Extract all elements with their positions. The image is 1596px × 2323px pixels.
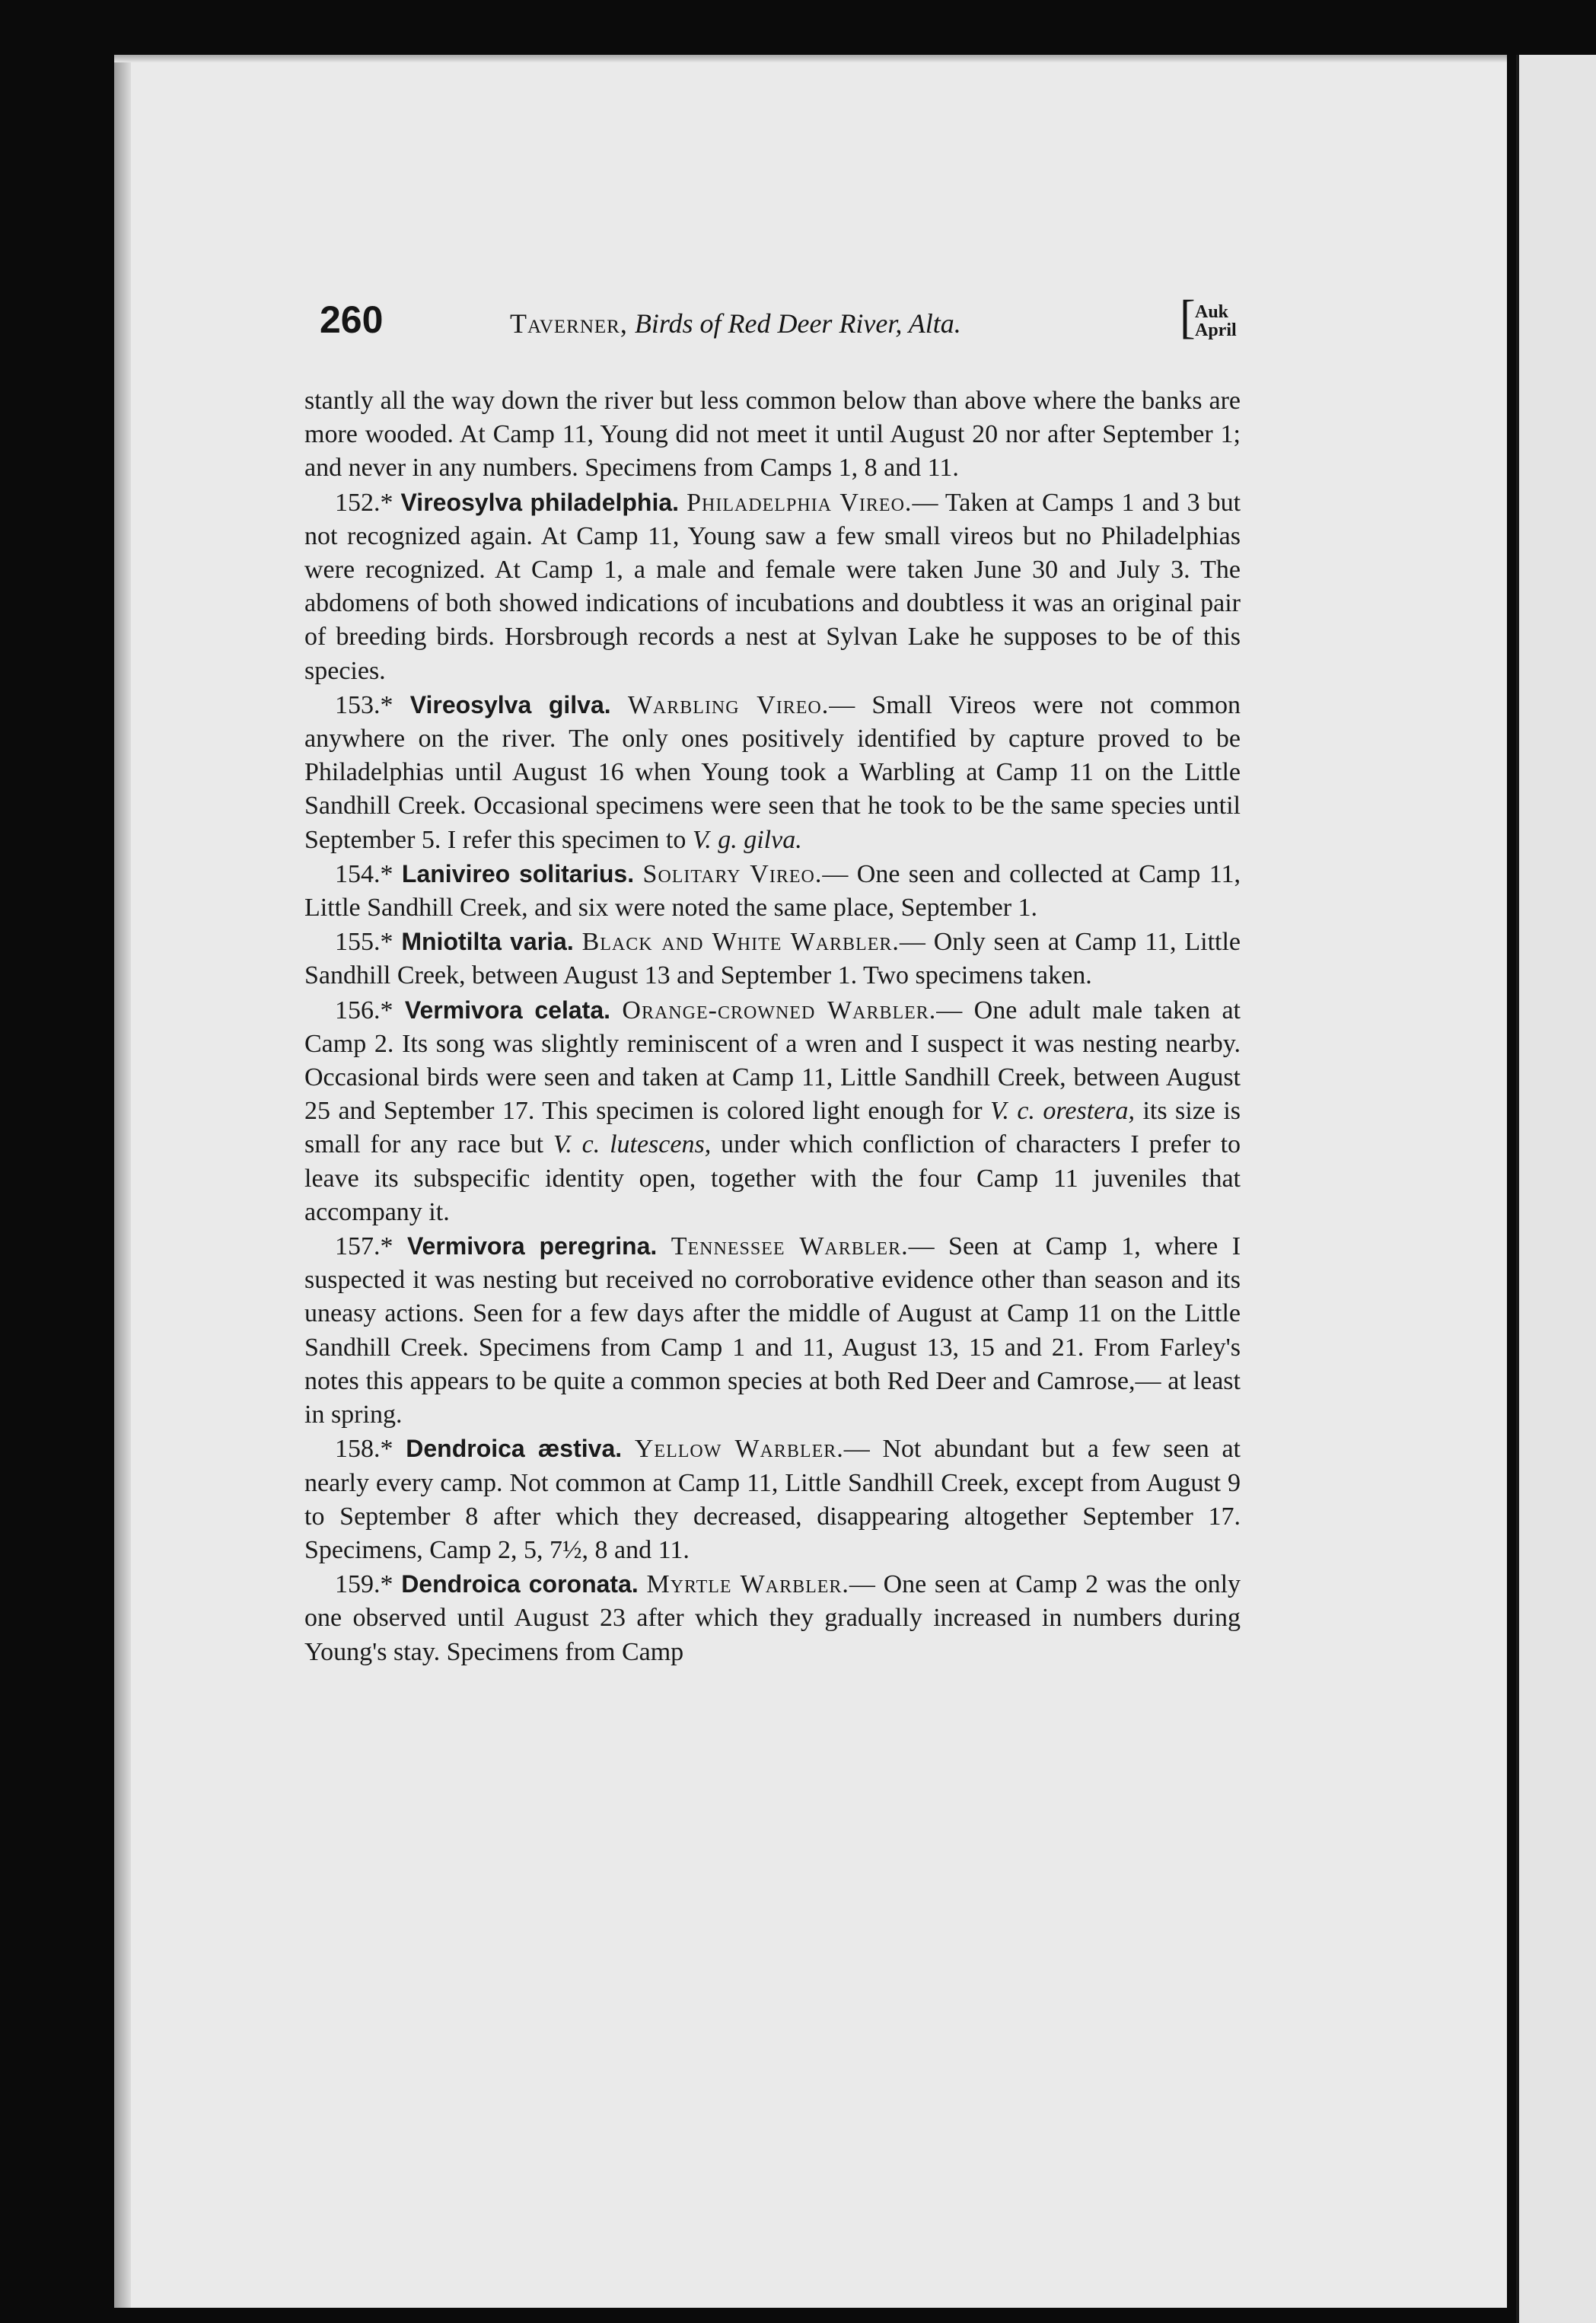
entry-text: — Small Vireos were not common anywhere on the river. The only ones positively identified by capture proved to be Philadelphias until August 16 when Young took a Warbling at Camp 11 on the Little Sandhill Creek. Occasional specimens were seen that he took to be the same species until September 5. I refer this specimen to bbox=[304, 690, 1241, 854]
common-name: Orange-crowned Warbler. bbox=[622, 996, 937, 1024]
scientific-name: Vermivora peregrina. bbox=[406, 1232, 658, 1260]
subspecies-name: V. c. lutescens, bbox=[553, 1130, 712, 1159]
common-name: Solitary Vireo. bbox=[642, 859, 823, 888]
subspecies-name: V. g. gilva. bbox=[692, 825, 802, 854]
journal-name: Auk bbox=[1195, 302, 1229, 322]
entry-number: 155.* bbox=[335, 928, 393, 957]
article-title: Birds of Red Deer River, Alta. bbox=[634, 308, 961, 339]
common-name: Tennessee Warbler. bbox=[671, 1232, 909, 1261]
common-name: Black and White Warbler. bbox=[581, 928, 900, 957]
entry-text: under which confliction of characters I prefer to leave its subspecific identity open, together with the four Camp 11 juveniles that accompany it. bbox=[304, 1130, 1241, 1226]
species-entry-157 bbox=[304, 1229, 1241, 1432]
scientific-name: Dendroica æstiva. bbox=[406, 1435, 623, 1463]
article-body bbox=[304, 384, 1241, 1669]
entry-text: — One adult male taken at Camp 2. Its song was slightly reminiscent of a wren and I suspect it was nesting nearby. Occasional birds were seen and taken at Camp 11, Little Sandhill Creek, between August 25 and September 17. This specimen is colored light enough for bbox=[304, 996, 1241, 1126]
species-entry-154 bbox=[304, 857, 1241, 925]
entry-text: — One seen at Camp 2 was the only one observed until August 23 after which they gradually increased in numbers during Young's stay. Specimens from Camp bbox=[304, 1570, 1241, 1666]
entry-number: 152.* bbox=[335, 488, 393, 517]
common-name: Yellow Warbler. bbox=[634, 1435, 844, 1464]
scientific-name: Vireosylva gilva. bbox=[409, 690, 611, 719]
species-entry-158 bbox=[304, 1432, 1241, 1567]
continued-paragraph: stantly all the way down the river but less common below than above where the banks are more wooded. At Camp 11, Young did not meet it until August 20 nor after September 1; and never in any numbers. Specimens from Camps 1, 8 and 11. bbox=[304, 387, 1241, 483]
species-entry-152 bbox=[304, 486, 1241, 688]
entry-number: 157.* bbox=[335, 1232, 393, 1261]
author-name: Taverner, bbox=[510, 308, 628, 339]
adjacent-page-edge bbox=[1516, 55, 1596, 2323]
entry-text: — One seen and collected at Camp 11, Little Sandhill Creek, and six were noted the same place, September 1. bbox=[304, 859, 1241, 923]
entry-number: 154.* bbox=[335, 859, 393, 888]
entry-text: — Taken at Camps 1 and 3 but not recognized again. At Camp 11, Young saw a few small vireos but no Philadelphias were recognized. At Camp 1, a male and female were taken June 30 and July 3. The abdomens of both showed indications of incubations and doubtless it was an original pair of breeding birds. Horsbrough records a nest at Sylvan Lake he supposes to be of this species. bbox=[304, 488, 1241, 685]
subspecies-name: V. c. orestera, bbox=[990, 1097, 1135, 1126]
scientific-name: Vireosylva philadelphia. bbox=[400, 488, 680, 516]
entry-number: 158.* bbox=[335, 1435, 393, 1464]
scientific-name: Vermivora celata. bbox=[404, 996, 611, 1024]
journal-bracket: [ bbox=[1180, 292, 1196, 343]
page-top-shadow bbox=[114, 55, 1507, 62]
running-head bbox=[320, 292, 1256, 358]
page-number: 260 bbox=[320, 298, 384, 341]
species-entry-155 bbox=[304, 925, 1241, 993]
entry-text: — Seen at Camp 1, where I suspected it was nesting but received no corroborative evidence other than season and its uneasy actions. Seen for a few days after the middle of August at Camp 11 on the Little Sandhill Creek. Specimens from Camp 1 and 11, August 13, 15 and 21. From Farley's notes this appears to be quite a common species at both Red Deer and Camrose,— at least in spring. bbox=[304, 1232, 1241, 1429]
entry-text: — Only seen at Camp 11, Little Sandhill Creek, between August 13 and September 1. Two specimens taken. bbox=[304, 928, 1241, 990]
page-binding-shadow bbox=[114, 55, 131, 2308]
scientific-name: Mniotilta varia. bbox=[401, 928, 574, 956]
species-entry-156 bbox=[304, 993, 1241, 1229]
entry-number: 159.* bbox=[335, 1570, 393, 1599]
scientific-name: Lanivireo solitarius. bbox=[401, 859, 635, 887]
running-title bbox=[510, 304, 961, 343]
entry-number: 156.* bbox=[335, 996, 393, 1024]
common-name: Myrtle Warbler. bbox=[646, 1570, 849, 1599]
entry-text: — Not abundant but a few seen at nearly every camp. Not common at Camp 11, Little Sandhill Creek, except from August 9 to September 8 after which they decreased, disappearing altogether September 17. Specimens, Camp 2, 5, 7½, 8 and 11. bbox=[304, 1435, 1241, 1564]
species-entry-159 bbox=[304, 1567, 1241, 1669]
journal-issue bbox=[1195, 303, 1237, 339]
common-name: Philadelphia Vireo. bbox=[687, 488, 913, 517]
scientific-name: Dendroica coronata. bbox=[401, 1570, 639, 1598]
common-name: Warbling Vireo. bbox=[627, 690, 830, 719]
species-entry-153 bbox=[304, 688, 1241, 857]
journal-month: April bbox=[1195, 320, 1237, 340]
entry-text: its size is small for any race but bbox=[304, 1097, 1241, 1159]
entry-number: 153.* bbox=[335, 690, 393, 719]
